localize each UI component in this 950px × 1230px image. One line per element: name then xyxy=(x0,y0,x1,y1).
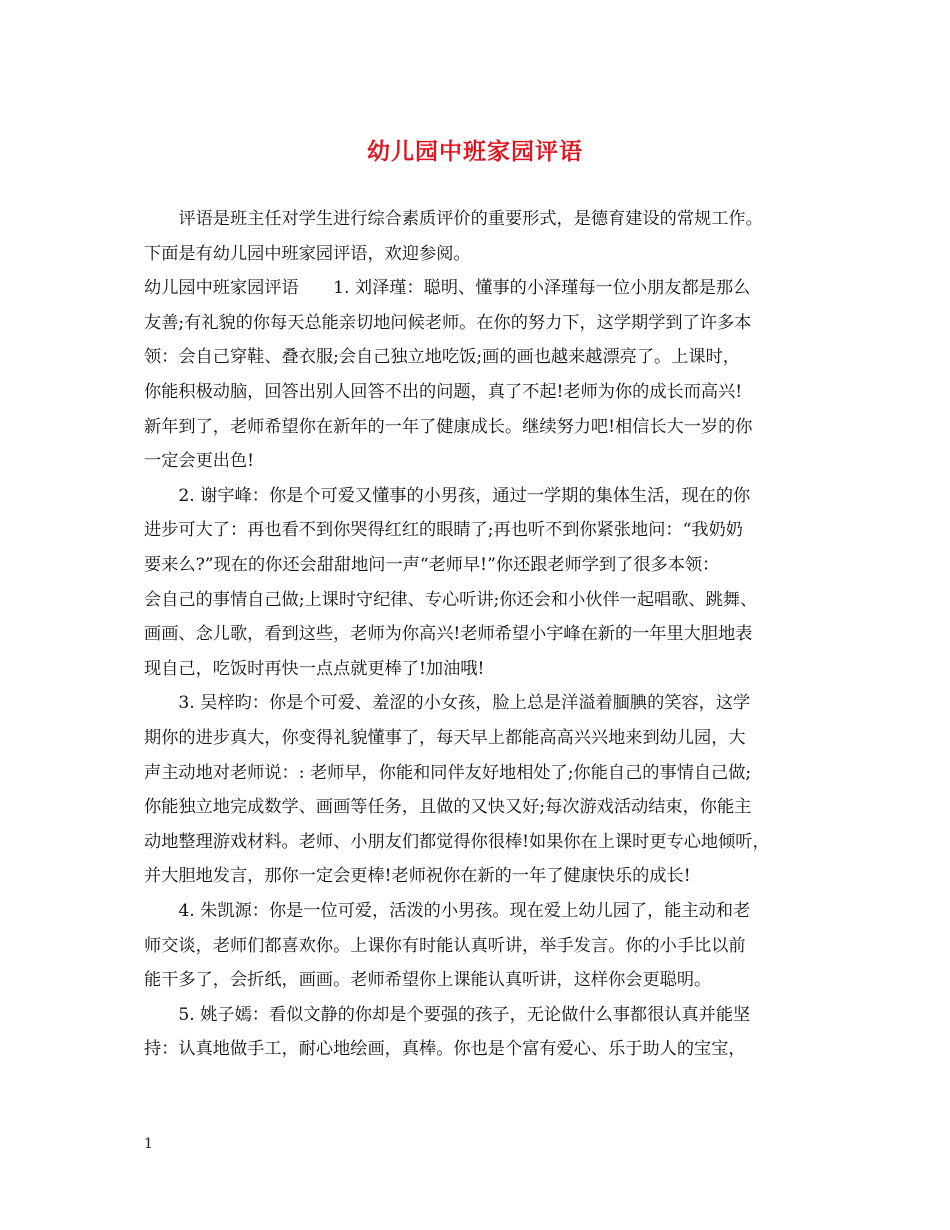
body-text-line: 师交谈，老师们都喜欢你。上课你有时能认真听讲，举手发言。你的小手比以前 xyxy=(144,935,746,956)
body-text-line: 画画、念儿歌，看到这些，老师为你高兴!老师希望小宇峰在新的一年里大胆地表 xyxy=(144,624,753,645)
body-text-line: 能干多了，会折纸，画画。老师希望你上课能认真听讲，这样你会更聪明。 xyxy=(144,970,712,991)
body-text-line: 期你的进步真大，你变得礼貌懂事了，每天早上都能高高兴兴地来到幼儿园，大 xyxy=(144,728,746,748)
body-text-line: 你能积极动脑，回答出别人回答不出的问题，真了不起!老师为你的成长而高兴! xyxy=(144,382,743,402)
body-text-line: 进步可大了：再也看不到你哭得红红的眼睛了;再也听不到你紧张地问：“我奶奶 xyxy=(144,520,743,541)
body-text-line: 新年到了，老师希望你在新年的一年了健康成长。继续努力吧!相信长大一岁的你 xyxy=(144,416,753,437)
body-text-line: 你能独立地完成数学、画画等任务，且做的又快又好;每次游戏活动结束，你能主 xyxy=(144,797,752,818)
body-text-line: 友善;有礼貌的你每天总能亲切地问候老师。在你的努力下，这学期学到了许多本 xyxy=(144,312,752,333)
body-text-line: 会自己的事情自己做;上课时守纪律、专心听讲;你还会和小伙伴一起唱歌、跳舞、 xyxy=(144,589,758,610)
body-text-line: 持：认真地做手工，耐心地绘画，真棒。你也是个富有爱心、乐于助人的宝宝， xyxy=(144,1039,746,1060)
body-text-line: 下面是有幼儿园中班家园评语，欢迎参阅。 xyxy=(144,243,471,264)
body-text-line: 评语是班主任对学生进行综合素质评价的重要形式，是德育建设的常规工作。 xyxy=(144,209,763,229)
page-number: 1 xyxy=(144,1136,153,1152)
body-text-line: 5. 姚子嫣：看似文静的你却是个要强的孩子，无论做什么事都很认真并能坚 xyxy=(144,1004,751,1025)
document-title: 幼儿园中班家园评语 xyxy=(367,138,583,165)
body-text-line: 现自己，吃饭时再快一点点就更棒了!加油哦! xyxy=(144,658,485,679)
body-text-line: 3. 吴梓昀：你是个可爱、羞涩的小女孩，脸上总是洋溢着腼腆的笑容，这学 xyxy=(144,693,751,714)
body-text-line: 2. 谢宇峰：你是个可爱又懂事的小男孩，通过一学期的集体生活，现在的你 xyxy=(144,485,751,506)
body-text-line: 动地整理游戏材料。老师、小朋友们都觉得你很棒!如果你在上课时更专心地倾听， xyxy=(144,831,770,852)
body-text-line: 幼儿园中班家园评语 1. 刘泽瑾：聪明、懂事的小泽瑾每一位小朋友都是那么 xyxy=(144,278,751,299)
body-text-line: 4. 朱凯源：你是一位可爱，活泼的小男孩。现在爱上幼儿园了，能主动和老 xyxy=(144,901,751,921)
body-text-line: 领：会自己穿鞋、叠衣服;会自己独立地吃饭;画的画也越来越漂亮了。上课时， xyxy=(144,347,740,368)
body-text-line: 要来么?”现在的你还会甜甜地问一声“老师早!”你还跟老师学到了很多本领： xyxy=(144,555,720,575)
body-text-line: 一定会更出色! xyxy=(144,451,255,472)
body-text-line: 并大胆地发言，那你一定会更棒!老师祝你在新的一年了健康快乐的成长! xyxy=(144,866,691,887)
body-text-line: 声主动地对老师说：: 老师早，你能和同伴友好地相处了;你能自己的事情自己做; xyxy=(144,762,752,783)
